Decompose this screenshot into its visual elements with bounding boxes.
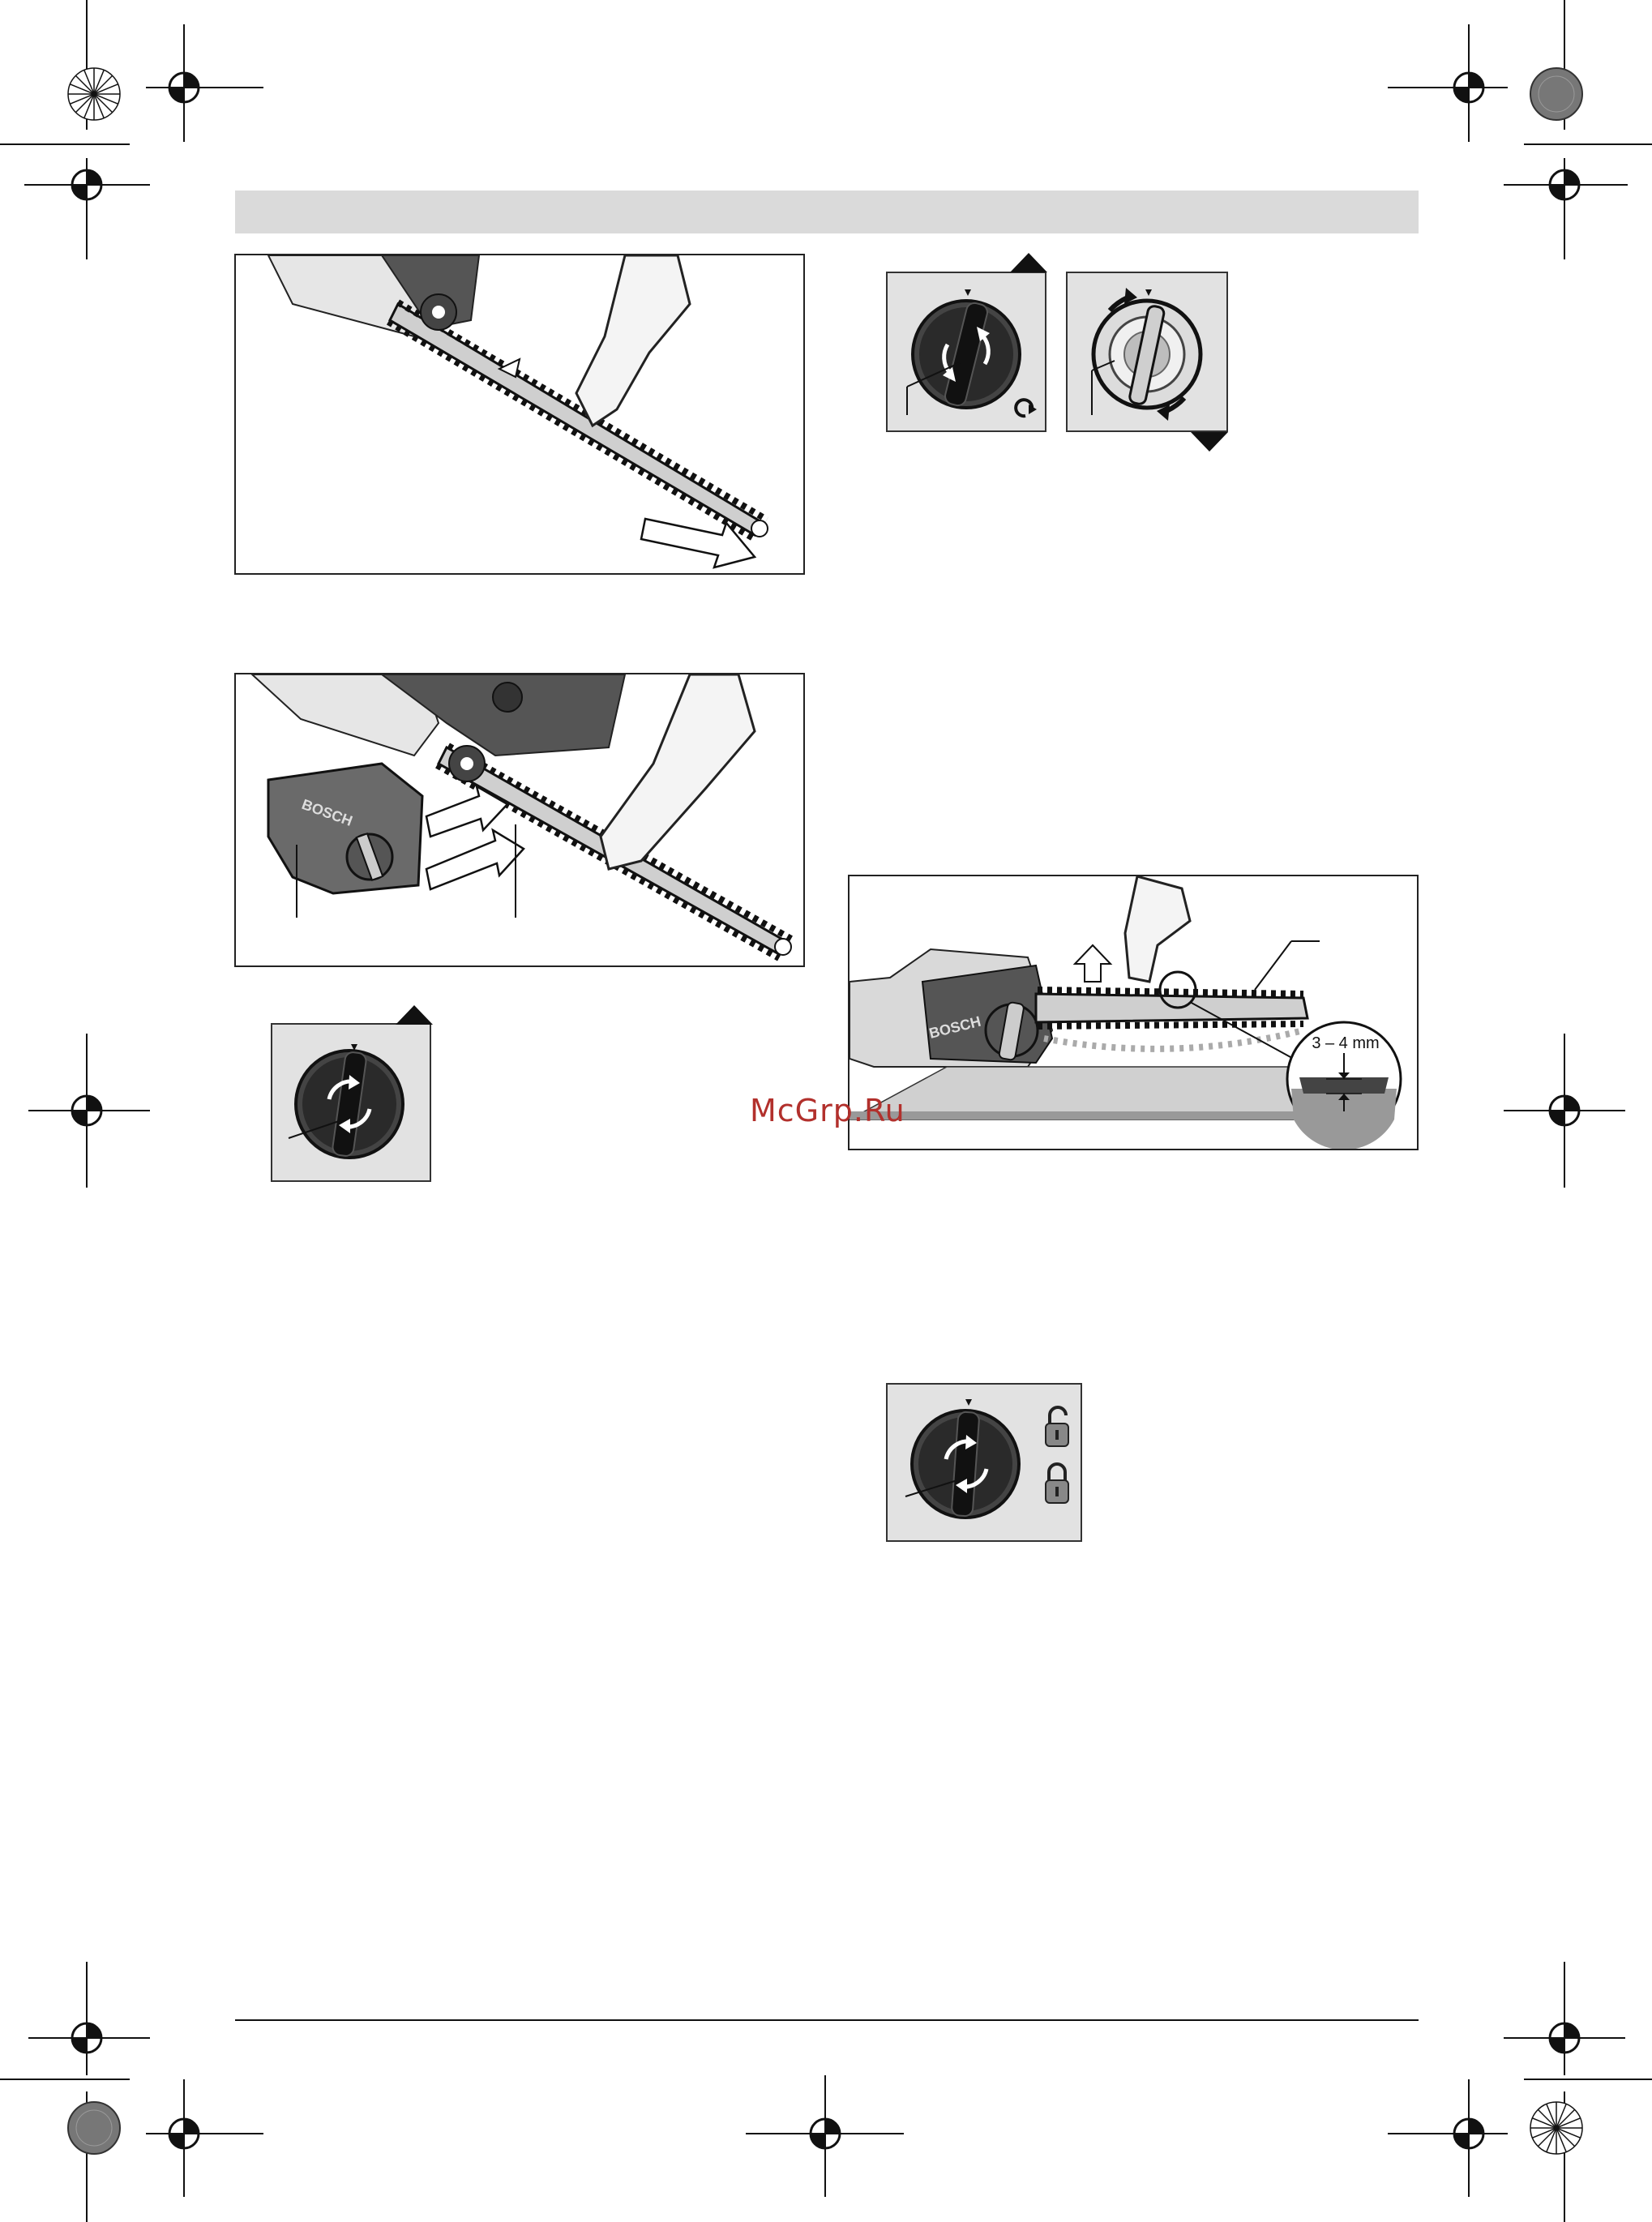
unlock-icon bbox=[1046, 1407, 1068, 1446]
watermark: McGrp.Ru bbox=[750, 1093, 905, 1128]
slack-dimension-label: 3 – 4 mm bbox=[1312, 1034, 1380, 1052]
figure-knob-lock bbox=[886, 1383, 1082, 1542]
figure-knob-open bbox=[1066, 272, 1228, 432]
page-corner-marker-top bbox=[1010, 253, 1047, 272]
figure-knob-tighten-left bbox=[271, 1023, 431, 1182]
svg-text:BOSCH: BOSCH bbox=[299, 795, 355, 829]
page-corner-marker bbox=[396, 1005, 433, 1025]
page-header-bar bbox=[235, 191, 1419, 233]
figure-knob-loosen bbox=[886, 272, 1046, 432]
figure-chain-cover bbox=[234, 673, 805, 967]
figure-chain-slack-check bbox=[848, 875, 1419, 1150]
page-corner-marker-bottom bbox=[1191, 432, 1228, 452]
svg-text:BOSCH: BOSCH bbox=[927, 1013, 983, 1042]
figure-chain-tension bbox=[234, 254, 805, 575]
lock-icon bbox=[1046, 1464, 1068, 1503]
page-footer-rule bbox=[235, 2019, 1419, 2021]
